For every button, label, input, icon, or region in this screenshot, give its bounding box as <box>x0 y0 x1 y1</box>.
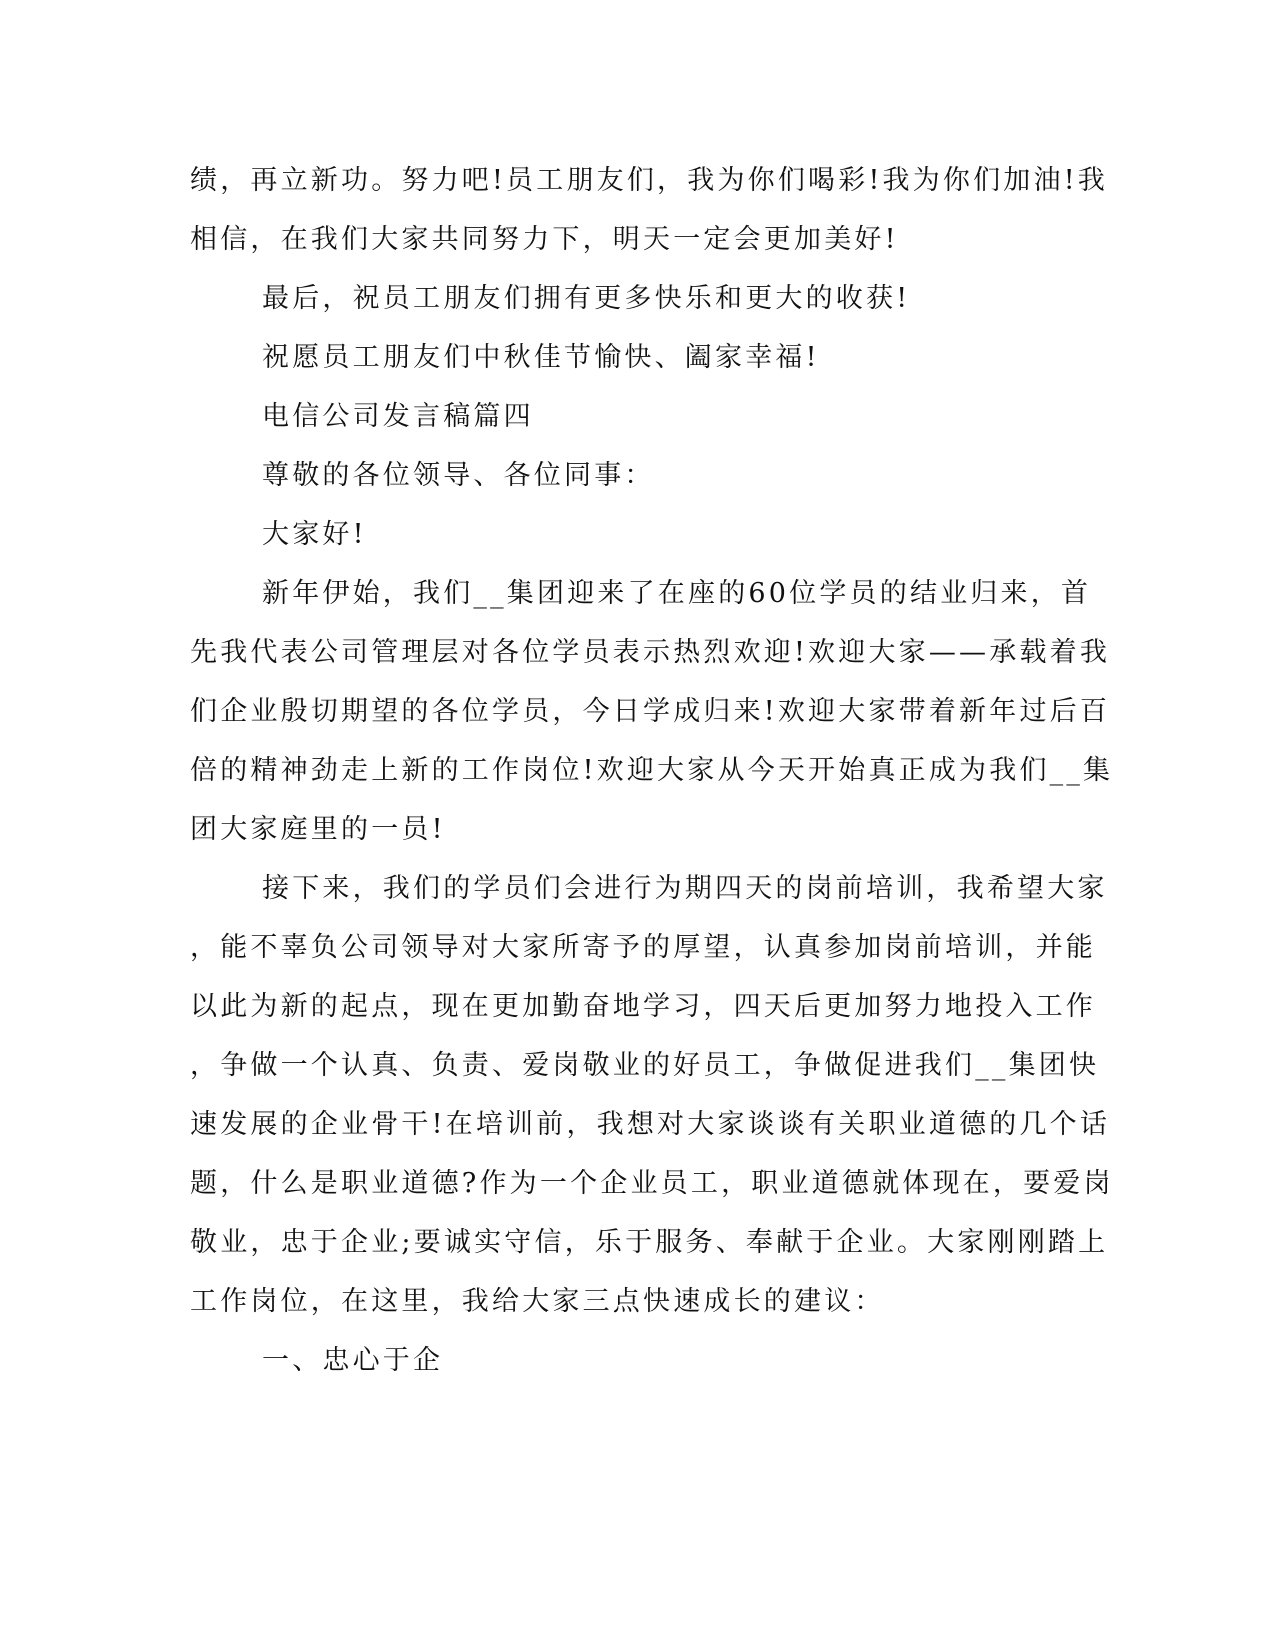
text-line: 绩，再立新功。努力吧!员工朋友们，我为你们喝彩!我为你们加油!我 <box>190 165 1108 196</box>
text-line: 题，什么是职业道德?作为一个企业员工，职业道德就体现在，要爱岗 <box>190 1168 1114 1199</box>
text-line: 相信，在我们大家共同努力下，明天一定会更加美好! <box>190 224 899 255</box>
text-line: 倍的精神劲走上新的工作岗位!欢迎大家从今天开始真正成为我们__集 <box>190 755 1114 786</box>
text-line: 最后，祝员工朋友们拥有更多快乐和更大的收获! <box>262 283 911 314</box>
text-line: 速发展的企业骨干!在培训前，我想对大家谈谈有关职业道德的几个话 <box>190 1109 1111 1140</box>
text-line: ，能不辜负公司领导对大家所寄予的厚望，认真参加岗前培训，并能 <box>190 932 1096 963</box>
text-line: 先我代表公司管理层对各位学员表示热烈欢迎!欢迎大家——承载着我 <box>190 637 1111 668</box>
salutation: 尊敬的各位领导、各位同事： <box>262 460 655 491</box>
text-line: 敬业，忠于企业;要诚实守信，乐于服务、奉献于企业。大家刚刚踏上 <box>190 1227 1109 1258</box>
text-line: 们企业殷切期望的各位学员，今日学成归来!欢迎大家带着新年过后百 <box>190 696 1111 727</box>
text-line: 工作岗位，在这里，我给大家三点快速成长的建议： <box>190 1286 885 1317</box>
text-line: 团大家庭里的一员! <box>190 814 446 845</box>
greeting: 大家好! <box>262 519 367 550</box>
section-heading: 电信公司发言稿篇四 <box>262 401 534 432</box>
text-line: 祝愿员工朋友们中秋佳节愉快、阖家幸福! <box>262 342 820 373</box>
list-heading: 一、忠心于企 <box>262 1345 444 1376</box>
text-line: 接下来，我们的学员们会进行为期四天的岗前培训，我希望大家 <box>262 873 1108 904</box>
text-line: 新年伊始，我们__集团迎来了在座的60位学员的结业归来，首 <box>262 578 1092 609</box>
text-line: ，争做一个认真、负责、爱岗敬业的好员工，争做促进我们__集团快 <box>190 1050 1100 1081</box>
text-line: 以此为新的起点，现在更加勤奋地学习，四天后更加努力地投入工作 <box>190 991 1096 1022</box>
